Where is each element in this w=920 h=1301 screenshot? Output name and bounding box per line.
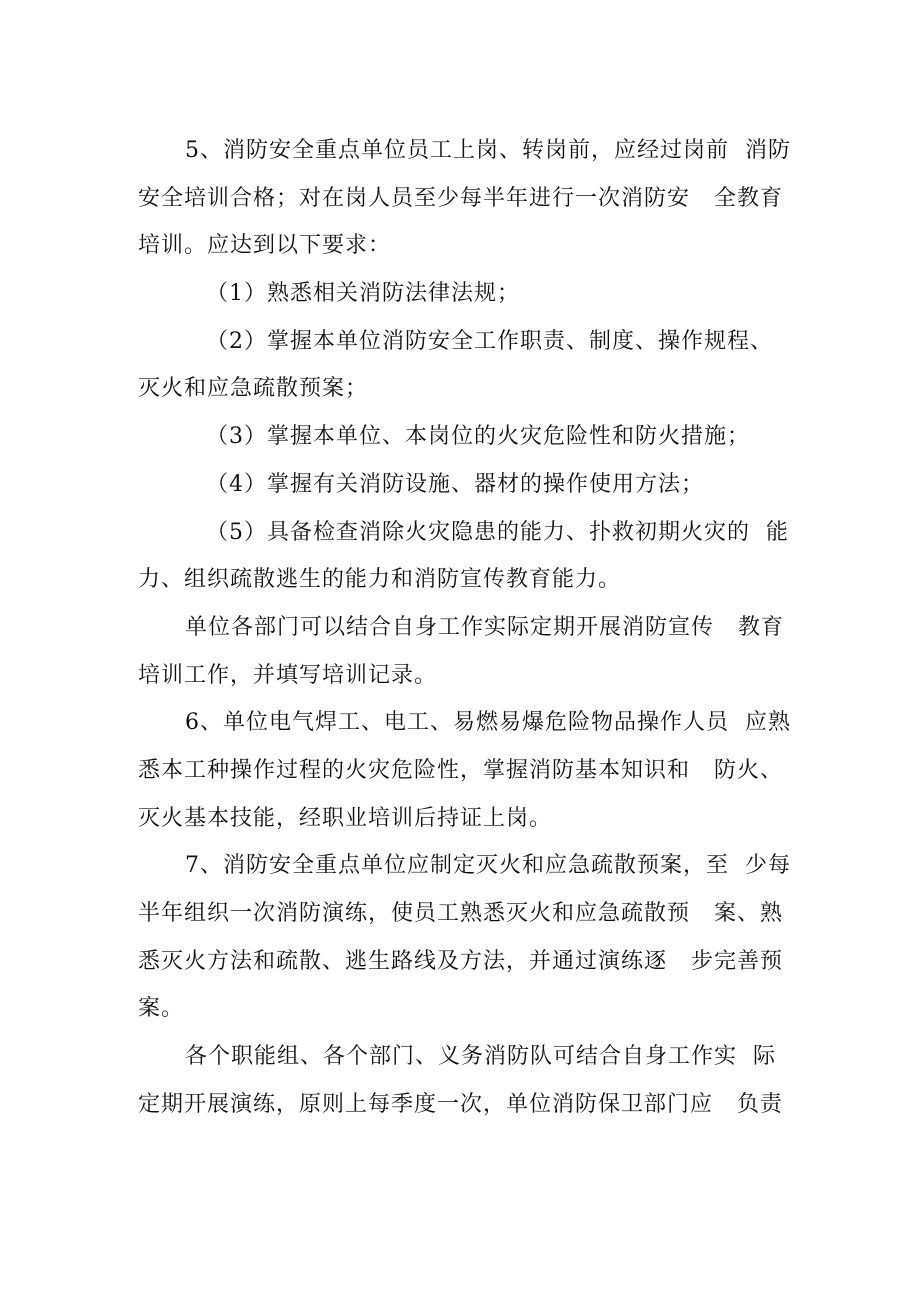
text-line: 安全培训合格；对在岗人员至少每半年进行一次消防安 全教育 bbox=[138, 185, 783, 211]
text-line: 灭火和应急疏散预案； bbox=[138, 376, 369, 402]
body-text bbox=[138, 127, 791, 1128]
text-line: 悉本工种操作过程的火灾危险性，掌握消防基本知识和 防火、 bbox=[138, 757, 783, 783]
text-line: （3）掌握本单位、本岗位的火灾危险性和防火措施； bbox=[206, 424, 750, 450]
text-line: （1）熟悉相关消防法律法规； bbox=[206, 281, 520, 307]
text-line: 6、单位电气焊工、电工、易燃易爆危险物品操作人员 应熟 bbox=[185, 710, 791, 736]
text-line: 定期开展演练，原则上每季度一次，单位消防保卫部门应 负责 bbox=[138, 1091, 783, 1117]
text-line: 灭火基本技能，经职业培训后持证上岗。 bbox=[138, 805, 553, 831]
text-line: 力、组织疏散逃生的能力和消防宣传教育能力。 bbox=[138, 567, 622, 593]
text-line: 悉灭火方法和疏散、逃生路线及方法，并通过演练逐 步完善预 bbox=[138, 948, 783, 974]
text-line: 培训。应达到以下要求： bbox=[138, 233, 392, 259]
text-line: 各个职能组、各个部门、义务消防队可结合自身工作实 际 bbox=[185, 1044, 776, 1070]
text-line: 5、消防安全重点单位员工上岗、转岗前，应经过岗前 消防 bbox=[185, 138, 791, 163]
text-line: 培训工作，并填写培训记录。 bbox=[138, 662, 438, 688]
text-line: （2）掌握本单位消防安全工作职责、制度、操作规程、 bbox=[206, 328, 773, 354]
text-line: 半年组织一次消防演练，使员工熟悉灭火和应急疏散预 案、熟 bbox=[138, 901, 783, 926]
text-line: 7、消防安全重点单位应制定灭火和应急疏散预案，至 少每 bbox=[185, 853, 791, 879]
text-line: （4）掌握有关消防设施、器材的操作使用方法； bbox=[206, 471, 704, 497]
text-line: （5）具备检查消除火灾隐患的能力、扑救初期火灾的 能 bbox=[206, 519, 789, 545]
text-line: 案。 bbox=[138, 996, 185, 1022]
text-line: 单位各部门可以结合自身工作实际定期开展消防宣传 教育 bbox=[185, 614, 784, 640]
